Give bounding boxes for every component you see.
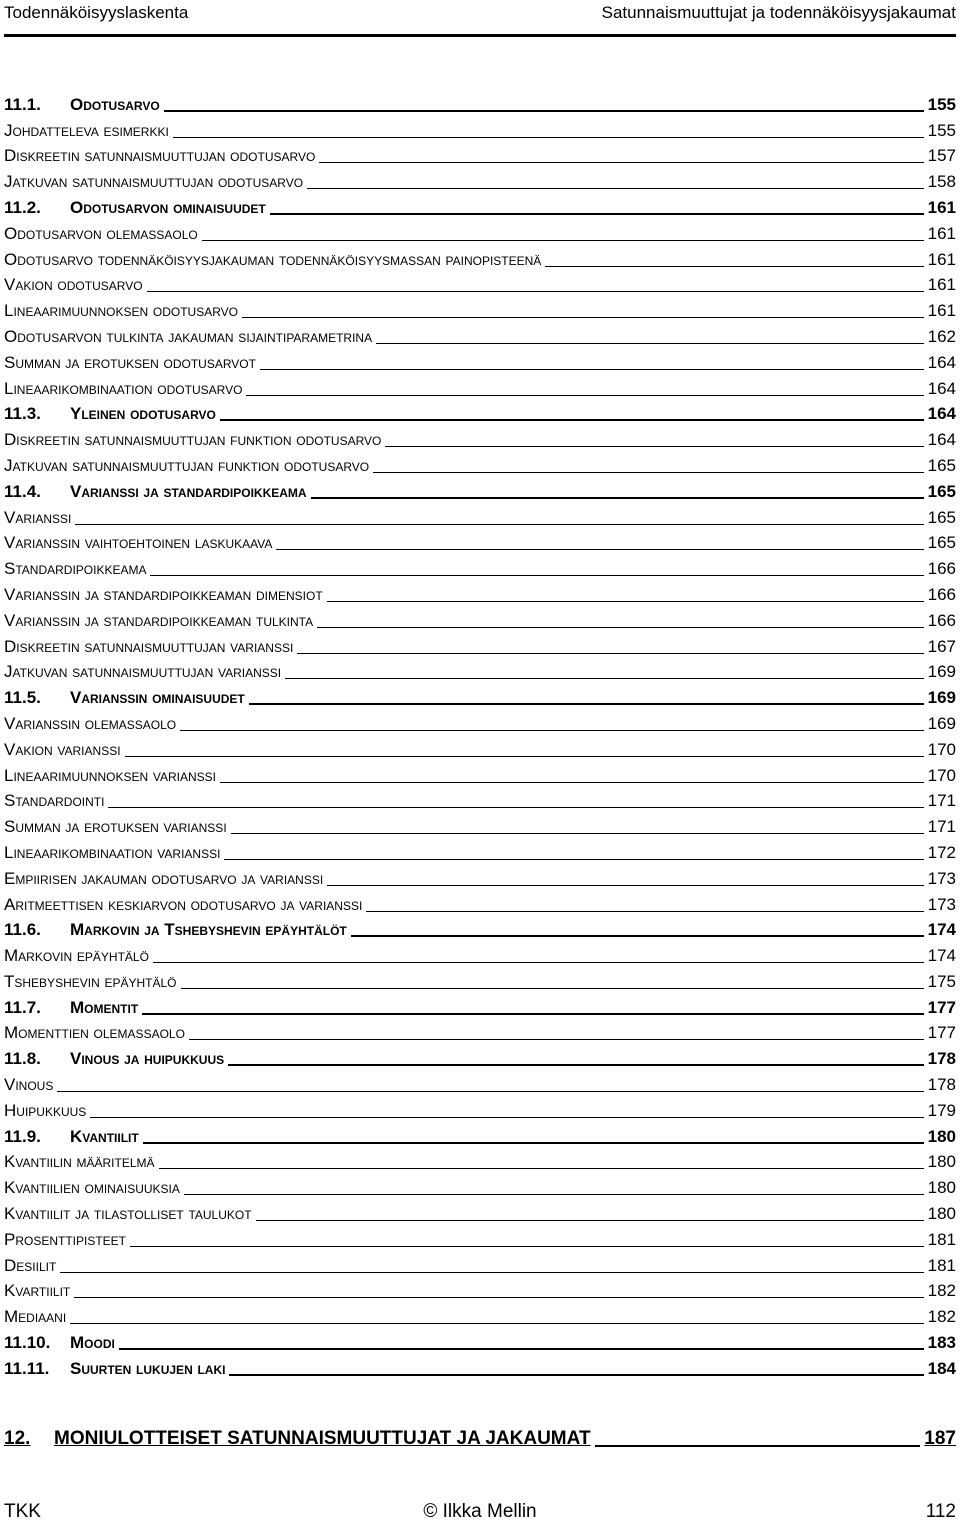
dot-leader (270, 213, 924, 215)
toc-entry-row[interactable] (4, 553, 956, 579)
toc-entry-row[interactable] (4, 708, 956, 734)
toc-entry-text: Summan ja erotuksen odotusarvot (4, 352, 256, 372)
dot-leader (202, 240, 924, 241)
toc-entry-row[interactable] (4, 347, 956, 373)
toc-entry-text: Odotusarvo (70, 94, 160, 114)
toc-page-number: 165 (927, 481, 956, 501)
toc-entry-text: Kvantiilit ja tilastolliset taulukot (4, 1204, 252, 1224)
dot-leader (153, 962, 924, 963)
toc-entry-text: Odotusarvo todennäköisyysjakauman todennäköisyysmassan painopisteenä (4, 249, 542, 269)
toc-entry-row[interactable] (4, 811, 956, 837)
toc-page-number: 169 (927, 713, 956, 733)
toc-entry-title (4, 456, 373, 476)
toc-entry-text: Vakion varianssi (4, 739, 121, 759)
toc-entry-text: Kvantiilien ominaisuuksia (4, 1178, 180, 1198)
toc-page-number: 169 (927, 662, 956, 682)
toc-entry-text: Aritmeettisen keskiarvon odotusarvo ja varianssi (4, 894, 363, 914)
toc-entry-row[interactable] (4, 579, 956, 605)
toc-entry-text: Markovin ja Tshebyshevin epäyhtälöt (70, 920, 347, 940)
toc-page-number: 184 (927, 1358, 956, 1378)
section-number: 11.2. (4, 197, 41, 217)
toc-chapter-row[interactable] (4, 1424, 956, 1450)
dot-leader (285, 678, 924, 679)
section-number: 11.4. (4, 481, 41, 501)
toc-entry-title (4, 327, 376, 347)
toc-entry-row[interactable] (4, 1301, 956, 1327)
toc-entry-row[interactable] (4, 502, 956, 528)
toc-entry-title (4, 740, 125, 760)
toc-entry-text: Summan ja erotuksen varianssi (4, 817, 227, 837)
toc-entry-title (4, 766, 220, 786)
toc-entry-row[interactable] (4, 218, 956, 244)
toc-entry-text: Huipukkuus (4, 1100, 87, 1120)
toc-entry-text: Moodi (70, 1333, 115, 1353)
toc-entry-row[interactable] (4, 1095, 956, 1121)
section-number: 11.11. (4, 1358, 50, 1378)
dot-leader (317, 627, 924, 628)
toc-entry-text: Tshebyshevin epäyhtälö (4, 971, 177, 991)
toc-page-number: 161 (927, 249, 956, 269)
dot-leader (125, 756, 924, 757)
toc-page-number: 182 (927, 1307, 956, 1327)
toc-entry-text: Johdatteleva esimerkki (4, 120, 169, 140)
dot-leader (260, 369, 924, 370)
toc-page-number: 165 (927, 455, 956, 475)
toc-page-number: 174 (927, 946, 956, 966)
toc-page-number: 157 (927, 146, 956, 166)
dot-leader (319, 162, 923, 163)
toc-page-number: 165 (927, 507, 956, 527)
toc-entry-title (4, 95, 164, 115)
toc-entry-row[interactable] (4, 166, 956, 192)
toc-entry-row[interactable] (4, 295, 956, 321)
dot-leader (220, 419, 924, 421)
toc-entry-text: Jatkuvan satunnaismuuttujan funktion odotusarvo (4, 455, 370, 475)
toc-entry-title (4, 1359, 229, 1379)
toc-entry-row[interactable] (4, 141, 956, 167)
toc-entry-title (4, 1204, 256, 1224)
toc-entry-title (4, 250, 545, 270)
toc-section-row[interactable] (4, 476, 956, 502)
toc-page-number: 170 (927, 765, 956, 785)
section-number: 11.6. (4, 920, 41, 940)
dot-leader (173, 137, 924, 138)
toc-entry-text: Empiirisen jakauman odotusarvo ja varianssi (4, 868, 324, 888)
toc-entry-title (4, 146, 319, 166)
toc-entry-title (4, 688, 249, 708)
toc-entry-title (4, 998, 142, 1018)
dot-leader (307, 188, 924, 189)
toc-page-number: 166 (927, 559, 956, 579)
toc-entry-text: Lineaarimuunnoksen varianssi (4, 765, 216, 785)
toc-entry-text: Momentit (70, 997, 139, 1017)
dot-leader (108, 807, 923, 808)
toc-page-number: 181 (927, 1255, 956, 1275)
toc-entry-title (4, 714, 180, 734)
toc-entry-row[interactable] (4, 373, 956, 399)
toc-entry-text: Yleinen odotusarvo (70, 404, 216, 424)
toc-entry-title (4, 482, 311, 502)
toc-entry-title (4, 533, 276, 553)
toc-entry-text: Kvartiilit (4, 1281, 71, 1301)
toc-page-number: 173 (927, 894, 956, 914)
dot-leader (74, 1297, 923, 1298)
toc-entry-title (4, 585, 327, 605)
dot-leader (231, 833, 924, 834)
section-number: 11.10. (4, 1333, 51, 1353)
toc-entry-title (4, 1281, 74, 1301)
toc-entry-text: Varianssin ja standardipoikkeaman dimensiot (4, 584, 323, 604)
dot-leader (276, 549, 923, 550)
toc-entry-text: Varianssin ja standardipoikkeaman tulkinta (4, 610, 314, 630)
dot-leader (189, 1039, 924, 1040)
toc-entry-text: Mediaani (4, 1307, 67, 1327)
toc-entry-row[interactable] (4, 657, 956, 683)
toc-entry-text: Varianssi (4, 507, 72, 527)
toc-entry-title (4, 1023, 189, 1043)
toc-entry-title (4, 559, 150, 579)
dot-leader (327, 601, 924, 602)
toc-page-number: 162 (927, 326, 956, 346)
toc-entry-title (4, 817, 231, 837)
page-header (4, 0, 956, 37)
chapter-page-number: 187 (924, 1428, 956, 1449)
dot-leader (181, 988, 924, 989)
table-of-contents (4, 89, 956, 1379)
toc-page-number: 177 (927, 1023, 956, 1043)
toc-entry-title (4, 1101, 90, 1121)
dot-leader (595, 1445, 921, 1447)
toc-page-number: 166 (927, 584, 956, 604)
toc-entry-row[interactable] (4, 424, 956, 450)
toc-section-row[interactable] (4, 399, 956, 425)
toc-entry-row[interactable] (4, 450, 956, 476)
section-number: 11.5. (4, 688, 41, 708)
page-footer (4, 1500, 956, 1524)
toc-page-number: 180 (927, 1204, 956, 1224)
toc-section-row[interactable] (4, 992, 956, 1018)
toc-entry-title (4, 972, 181, 992)
toc-entry-title (4, 611, 317, 631)
toc-page-number: 161 (927, 275, 956, 295)
dot-leader (249, 703, 924, 705)
toc-entry-row[interactable] (4, 786, 956, 812)
toc-page-number: 155 (927, 94, 956, 114)
section-number: 11.1. (4, 94, 41, 114)
toc-page-number: 170 (927, 739, 956, 759)
toc-entry-text: Diskreetin satunnaismuuttujan odotusarvo (4, 146, 316, 166)
dot-leader (130, 1246, 924, 1247)
toc-section-row[interactable] (4, 1353, 956, 1379)
toc-entry-title (4, 1152, 159, 1172)
dot-leader (229, 1374, 923, 1376)
toc-entry-text: Odotusarvon olemassaolo (4, 223, 198, 243)
dot-leader (180, 730, 924, 731)
toc-section-row[interactable] (4, 1043, 956, 1069)
toc-entry-text: Varianssin olemassaolo (4, 713, 177, 733)
dot-leader (90, 1117, 923, 1118)
toc-entry-row[interactable] (4, 734, 956, 760)
toc-page-number: 164 (927, 430, 956, 450)
toc-entry-text: Diskreetin satunnaismuuttujan varianssi (4, 636, 294, 656)
toc-entry-text: Varianssin vaihtoehtoinen laskukaava (4, 533, 273, 553)
dot-leader (385, 446, 923, 447)
toc-entry-text: Standardointi (4, 791, 105, 811)
toc-entry-text: Jatkuvan satunnaismuuttujan varianssi (4, 662, 282, 682)
dot-leader (373, 472, 923, 473)
toc-entry-row[interactable] (4, 270, 956, 296)
toc-entry-row[interactable] (4, 605, 956, 631)
toc-entry-title (4, 121, 173, 141)
toc-entry-row[interactable] (4, 1172, 956, 1198)
toc-page-number: 179 (927, 1100, 956, 1120)
toc-page-number: 158 (927, 172, 956, 192)
dot-leader (242, 317, 924, 318)
toc-entry-row[interactable] (4, 837, 956, 863)
dot-leader (351, 935, 924, 937)
toc-entry-row[interactable] (4, 528, 956, 554)
toc-section-row[interactable] (4, 192, 956, 218)
toc-page-number: 166 (927, 610, 956, 630)
toc-page-number: 161 (927, 223, 956, 243)
toc-page-number: 167 (927, 636, 956, 656)
dot-leader (159, 1168, 924, 1169)
toc-entry-text: Suurten lukujen laki (70, 1358, 226, 1378)
section-number: 11.7. (4, 997, 41, 1017)
header-left-title: Todennäköisyyslaskenta (4, 3, 189, 22)
toc-entry-title (4, 301, 242, 321)
toc-entry-title (4, 275, 147, 295)
toc-entry-title (4, 198, 270, 218)
toc-page-number: 169 (927, 688, 956, 708)
toc-entry-title (4, 172, 307, 192)
footer-left: TKK (4, 1501, 41, 1522)
toc-page-number: 177 (927, 997, 956, 1017)
dot-leader (184, 1194, 924, 1195)
toc-entry-title (4, 791, 108, 811)
toc-entry-text: Kvantiilit (70, 1126, 139, 1146)
chapter-number: 12. (4, 1428, 31, 1449)
footer-page-number: 112 (925, 1501, 956, 1522)
toc-entry-text: Standardipoikkeama (4, 559, 147, 579)
toc-entry-title (4, 1333, 119, 1353)
toc-page-number: 172 (927, 842, 956, 862)
chapter-title: MONIULOTTEISET SATUNNAISMUUTTUJAT JA JAKAUMAT (54, 1428, 591, 1449)
toc-entry-title (4, 430, 385, 450)
toc-entry-title (4, 869, 327, 889)
toc-entry-text: Vakion odotusarvo (4, 275, 143, 295)
toc-entry-row[interactable] (4, 1224, 956, 1250)
toc-entry-text: Prosenttipisteet (4, 1229, 127, 1249)
toc-entry-text: Vinous (4, 1075, 54, 1095)
toc-section-row[interactable] (4, 682, 956, 708)
dot-leader (376, 343, 924, 344)
dot-leader (220, 782, 924, 783)
toc-entry-text: Varianssin ominaisuudet (70, 688, 245, 708)
toc-section-row[interactable] (4, 89, 956, 115)
toc-entry-title (4, 353, 260, 373)
toc-entry-title (4, 508, 75, 528)
toc-entry-text: Vinous ja huipukkuus (70, 1049, 225, 1069)
toc-entry-row[interactable] (4, 863, 956, 889)
toc-page-number: 173 (927, 868, 956, 888)
toc-page-number: 161 (927, 197, 956, 217)
toc-entry-text: Lineaarikombinaation odotusarvo (4, 378, 243, 398)
toc-entry-text: Markovin epäyhtälö (4, 946, 149, 966)
toc-entry-text: Diskreetin satunnaismuuttujan funktion odotusarvo (4, 430, 382, 450)
toc-entry-row[interactable] (4, 1198, 956, 1224)
footer-center: © Ilkka Mellin (423, 1501, 537, 1522)
toc-page-number: 164 (927, 378, 956, 398)
toc-page-number: 161 (927, 301, 956, 321)
toc-page-number: 180 (927, 1178, 956, 1198)
toc-entry-row[interactable] (4, 1069, 956, 1095)
dot-leader (224, 859, 923, 860)
toc-entry-title (4, 946, 153, 966)
dot-leader (60, 1272, 923, 1273)
dot-leader (57, 1091, 923, 1092)
toc-entry-row[interactable] (4, 1018, 956, 1044)
toc-entry-row[interactable] (4, 940, 956, 966)
toc-entry-text: Odotusarvon ominaisuudet (70, 197, 266, 217)
toc-entry-title (4, 1230, 130, 1250)
dot-leader (70, 1323, 923, 1324)
toc-entry-text: Kvantiilin määritelmä (4, 1152, 155, 1172)
toc-page-number: 171 (927, 791, 956, 811)
toc-entry-title (4, 224, 202, 244)
toc-entry-row[interactable] (4, 1250, 956, 1276)
toc-page-number: 178 (927, 1075, 956, 1095)
toc-section-row[interactable] (4, 915, 956, 941)
section-number: 11.8. (4, 1049, 41, 1069)
toc-entry-row[interactable] (4, 244, 956, 270)
toc-entry-row[interactable] (4, 889, 956, 915)
toc-page-number: 164 (927, 404, 956, 424)
toc-entry-row[interactable] (4, 631, 956, 657)
dot-leader (366, 911, 923, 912)
toc-page-number: 178 (927, 1049, 956, 1069)
toc-entry-title (4, 637, 297, 657)
toc-page-number: 175 (927, 971, 956, 991)
toc-entry-title (4, 1256, 60, 1276)
dot-leader (119, 1348, 924, 1350)
toc-entry-row[interactable] (4, 321, 956, 347)
dot-leader (164, 110, 924, 112)
toc-page-number: 171 (927, 817, 956, 837)
toc-entry-title (4, 404, 220, 424)
toc-section-row[interactable] (4, 1121, 956, 1147)
toc-page-number: 183 (927, 1333, 956, 1353)
toc-page-number: 181 (927, 1229, 956, 1249)
toc-entry-row[interactable] (4, 760, 956, 786)
dot-leader (327, 885, 923, 886)
toc-entry-title (4, 1178, 184, 1198)
dot-leader (246, 395, 923, 396)
toc-entry-text: Desiilit (4, 1255, 57, 1275)
toc-entry-text: Varianssi ja standardipoikkeama (70, 481, 307, 501)
toc-entry-title (4, 1075, 57, 1095)
dot-leader (311, 497, 924, 499)
toc-entry-row[interactable] (4, 115, 956, 141)
toc-entry-title (4, 1127, 143, 1147)
dot-leader (256, 1220, 924, 1221)
toc-entry-title (4, 843, 224, 863)
header-right-title: Satunnaismuuttujat ja todennäköisyysjakaumat (601, 3, 956, 22)
toc-page-number: 180 (927, 1126, 956, 1146)
toc-entry-row[interactable] (4, 1276, 956, 1302)
toc-page-number: 164 (927, 352, 956, 372)
dot-leader (228, 1064, 923, 1066)
toc-page-number: 182 (927, 1281, 956, 1301)
toc-section-row[interactable] (4, 1327, 956, 1353)
toc-entry-text: Lineaarimuunnoksen odotusarvo (4, 301, 238, 321)
toc-entry-text: Momenttien olemassaolo (4, 1023, 185, 1043)
toc-entry-row[interactable] (4, 1147, 956, 1173)
dot-leader (147, 291, 924, 292)
toc-entry-text: Lineaarikombinaation varianssi (4, 842, 221, 862)
dot-leader (143, 1142, 924, 1144)
toc-page-number: 165 (927, 533, 956, 553)
toc-page-number: 155 (927, 120, 956, 140)
toc-entry-title (4, 895, 366, 915)
toc-entry-title (4, 1307, 70, 1327)
section-number: 11.3. (4, 404, 41, 424)
dot-leader (150, 575, 923, 576)
section-number: 11.9. (4, 1126, 41, 1146)
toc-entry-title (4, 379, 246, 399)
toc-entry-text: Odotusarvon tulkinta jakauman sijaintiparametrina (4, 326, 373, 346)
dot-leader (142, 1013, 923, 1015)
toc-entry-title (4, 662, 285, 682)
toc-entry-title (4, 1049, 228, 1069)
toc-entry-text: Jatkuvan satunnaismuuttujan odotusarvo (4, 172, 304, 192)
dot-leader (297, 653, 923, 654)
toc-entry-row[interactable] (4, 966, 956, 992)
toc-page-number: 174 (927, 920, 956, 940)
dot-leader (75, 524, 923, 525)
toc-page-number: 180 (927, 1152, 956, 1172)
toc-entry-title (4, 920, 351, 940)
dot-leader (545, 266, 923, 267)
